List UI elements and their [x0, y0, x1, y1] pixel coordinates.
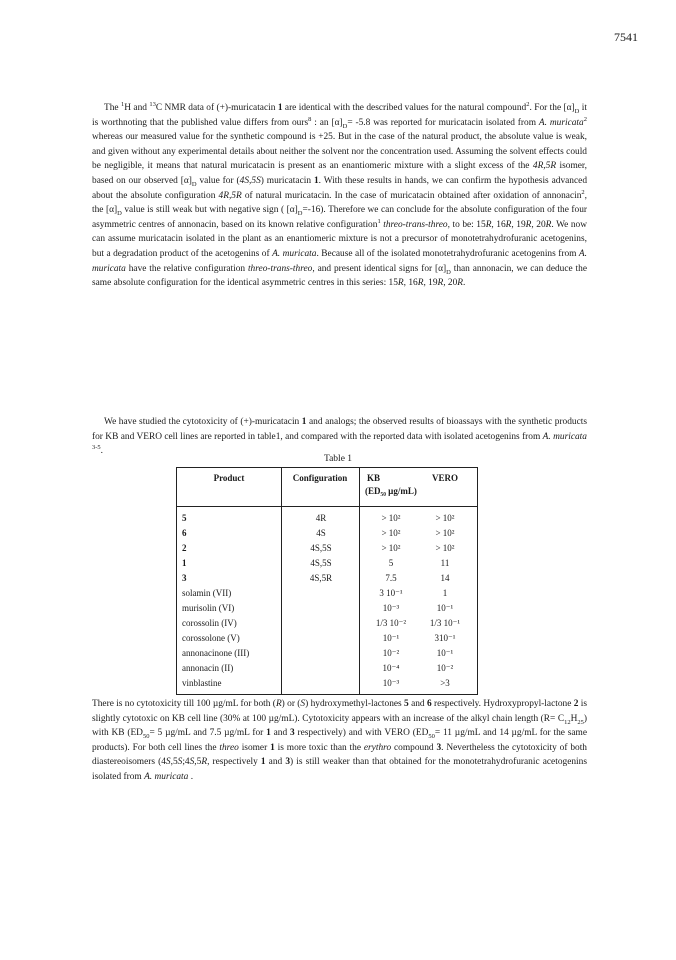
text-run: erythro — [363, 742, 392, 753]
text-run: ,5 — [194, 757, 202, 768]
text-run: is more toxic than the — [274, 742, 364, 753]
text-run: 50 — [142, 733, 150, 741]
text-run: is slightly cytotoxic on KB cell line (30% at 100 µg/mL). Cytotoxicity appears with an increase of the alkyl chain length (R= C — [92, 699, 588, 724]
table-cell-product: 6 — [182, 528, 187, 538]
text-run: 1 — [120, 100, 125, 108]
table-cell-vero: 11 — [440, 558, 450, 568]
table-cell-configuration: 4R — [315, 513, 327, 523]
text-run: value for ( — [196, 175, 240, 186]
table-cell-product: 1 — [182, 558, 187, 568]
text-run: and — [408, 699, 427, 709]
text-run: ;4 — [182, 757, 190, 768]
table-cell-kb: 10⁻² — [382, 648, 400, 658]
text-run: D — [117, 210, 122, 218]
text-run: , and present identical signs for [α] — [312, 263, 447, 274]
text-run: 5 — [404, 699, 409, 709]
text-run: A. muricata — [144, 771, 189, 782]
text-run: A. muricata — [538, 117, 584, 128]
text-run: R — [525, 219, 532, 230]
table-cell-kb: > 10² — [381, 513, 401, 523]
text-run: respectively) and with VERO (ED — [294, 728, 429, 739]
text-run: 13 — [149, 100, 156, 108]
header-configuration: Configuration — [292, 473, 348, 483]
text-run: to be: 15 — [449, 219, 486, 230]
table-cell-kb: 7.5 — [385, 573, 397, 583]
text-run: There is no cytotoxicity till 100 µg/mL for both ( — [92, 699, 276, 709]
table-cell-product: vinblastine — [182, 678, 222, 688]
text-run: value is still weak but with negative sign ( [α] — [121, 205, 298, 216]
text-run: R — [545, 219, 552, 230]
table-cell-vero: > 10² — [435, 543, 455, 553]
text-run: 4R,5R — [218, 190, 242, 201]
text-run: D — [297, 210, 303, 218]
text-run: , 20 — [531, 219, 546, 230]
text-run: H and — [124, 103, 150, 113]
text-run: R — [397, 278, 404, 289]
table-cell-vero: 10⁻² — [436, 663, 454, 673]
table-cell-kb: 1/3 10⁻² — [375, 618, 407, 628]
table-cell-kb: 10⁻³ — [382, 603, 400, 613]
text-run: and — [270, 728, 290, 739]
text-run: 25 — [577, 718, 584, 726]
table-cell-configuration: 4S,5S — [310, 558, 332, 568]
text-run: S — [189, 757, 195, 768]
text-run: 1 — [260, 757, 266, 768]
text-run: it is worthnoting that the published value differs from ours — [92, 103, 587, 128]
text-run: C NMR data of (+)-muricatacin — [155, 103, 278, 113]
text-run: 6 — [426, 699, 432, 709]
text-run: isomer, based on our observed [α] — [92, 161, 587, 186]
text-run: , respectively — [207, 757, 261, 768]
text-run: R — [275, 699, 282, 709]
text-run: 1 — [377, 217, 381, 225]
table-cell-kb: 3 10⁻¹ — [379, 588, 403, 598]
page-number: 7541 — [614, 30, 638, 44]
text-run: 2 — [573, 699, 579, 709]
table-cell-configuration — [283, 602, 359, 615]
text-run: R — [485, 219, 492, 230]
paragraph-nmr-rotation — [92, 101, 587, 291]
text-run: 12 — [564, 718, 571, 726]
table-cell-configuration — [283, 647, 359, 660]
table-cell-product: corossolone (V) — [182, 633, 240, 643]
text-run: S — [165, 757, 171, 768]
text-run: R — [437, 278, 444, 289]
text-run: respectively. Hydroxypropyl-lactone — [431, 699, 574, 709]
text-run: R — [201, 757, 208, 768]
table-cell-vero: 310⁻¹ — [434, 633, 456, 643]
table-caption: Table 1 — [323, 454, 353, 464]
text-run: ) is still weaker than that obtained for the monotetrahydrofuranic acetogenins isolated from — [92, 757, 587, 782]
text-run: D — [191, 180, 197, 188]
text-run: 1 — [277, 103, 283, 113]
text-run: 2 — [581, 188, 585, 196]
text-run: . We now can assume muricatacin isolated in the plant as an enantiomeric mixture is not a precursor of monotetrahydrofuranic acetogenins, but a degradation product of the acetogenins of — [92, 219, 588, 259]
table-cell-vero: 1/3 10⁻¹ — [429, 618, 461, 628]
text-run: threo-trans-threo — [247, 263, 313, 274]
text-run: 1 — [266, 728, 271, 739]
text-run: =-16). Therefore we can conclude for the absolute configuration of the four asymmetric centres of annonacin, based on its known relative configuration — [92, 205, 588, 230]
text-run: 3-5 — [92, 444, 101, 452]
text-run: 1 — [270, 742, 275, 753]
text-run: compound — [391, 742, 437, 753]
text-run: and analogs; the observed results of bioassays with the synthetic products for KB and VERO cell lines are reported in table1, and compared with the reported data with isolated acetogenins from — [92, 417, 587, 442]
text-run: , 19 — [511, 219, 526, 230]
text-run: than annonacin, we can deduce the same absolute configuration for the identical asymmetric centres in this series: 15 — [92, 263, 588, 289]
table-cell-vero: 10⁻¹ — [436, 603, 454, 613]
text-run: and — [265, 757, 286, 768]
table-cell-kb: > 10² — [381, 528, 401, 538]
text-run: , 20 — [443, 278, 458, 289]
table-cell-product: solamin (VII) — [182, 588, 232, 598]
table-cell-product: annonacin (II) — [182, 663, 234, 673]
table-cell-vero: > 10² — [435, 528, 455, 538]
text-run: , the [α] — [92, 190, 587, 216]
text-run: ) muricatacin — [260, 175, 314, 186]
table-cell-configuration: 4S,5R — [309, 573, 333, 583]
text-run: = -5.8 was reported for muricatacin isolated from — [347, 117, 539, 128]
text-run: 3 — [436, 742, 442, 753]
text-run: whereas our measured value for the synthetic compound is +25. But in the case of the natural product, the absolute value is weak, and given without any experimental details about neither the solvent nor the concentration used. Assuming the solvent effects could be negligible, it means that natural muricatacin is present as an enantiomeric mixture with a slight excess of the — [92, 132, 587, 172]
text-run: . — [100, 446, 104, 457]
text-run: threo — [219, 742, 239, 753]
text-run: S — [300, 699, 306, 709]
text-run: 4S,5S — [239, 175, 261, 186]
header-kb: KB — [367, 473, 381, 483]
header-product: Product — [213, 473, 245, 483]
text-run: are identical with the described values for the natural compound — [282, 103, 527, 113]
text-run: 8 — [308, 115, 312, 123]
table-cell-configuration — [283, 662, 359, 675]
text-run: We have studied the cytotoxicity of (+)-muricatacin — [104, 417, 302, 427]
table-cell-vero: > 10² — [435, 513, 455, 523]
text-run: isomer — [238, 742, 271, 753]
table-cell-kb: 5 — [388, 558, 394, 568]
table-cell-kb: 10⁻⁴ — [382, 663, 400, 673]
text-run: = 5 µg/mL and 7.5 µg/mL for — [149, 728, 267, 739]
text-run: R — [505, 219, 512, 230]
text-run: 4R,5R — [532, 161, 557, 172]
text-run: . With these results in hands, we can confirm the hypothesis advanced about the absolute configuration — [92, 175, 588, 201]
table-cell-configuration — [283, 617, 359, 630]
text-run: ,5 — [170, 757, 178, 768]
text-run: = 11 µg/mL and 14 µg/mL for the same products). For both cell lines the — [92, 728, 588, 753]
text-run: . Because all of the isolated monotetrahydrofuranic acetogenins from — [316, 248, 579, 259]
table-cell-vero: >3 — [440, 678, 450, 688]
table-cell-configuration — [283, 587, 359, 600]
text-run: , 19 — [423, 278, 438, 289]
text-run: : an [α] — [311, 117, 343, 128]
text-run: A. muricata — [272, 248, 317, 259]
table-cell-configuration — [283, 632, 359, 645]
text-run: R — [417, 278, 424, 289]
text-run: , 16 — [491, 219, 506, 230]
table-cell-product: corossolin (IV) — [182, 618, 237, 628]
text-run: . Nevertheless the cytotoxicity of both diastereoisomers (4 — [92, 742, 587, 768]
text-run: 2 — [526, 100, 530, 108]
table-cell-product: annonacinone (III) — [182, 648, 250, 658]
text-run: 1 — [313, 175, 319, 186]
header-unit: (ED₅₀ µg/mL) — [365, 486, 417, 496]
table-cell-configuration — [283, 677, 359, 690]
text-run: The — [104, 103, 121, 113]
table-cell-kb: 10⁻³ — [382, 678, 400, 688]
text-run: 2 — [583, 115, 587, 123]
text-run: of natural muricatacin. In the case of muricatacin obtained after oxidation of annonacin — [241, 190, 582, 201]
text-run: threo-trans-threo, — [383, 219, 450, 230]
table-cell-product: 3 — [182, 573, 187, 583]
text-run: 1 — [301, 417, 307, 427]
table-cell-vero: 14 — [440, 573, 450, 583]
text-run: R — [457, 278, 464, 289]
table-cell-product: murisolin (VI) — [182, 603, 235, 613]
text-run: 3 — [285, 757, 290, 768]
text-run: 3 — [289, 728, 295, 739]
text-run: S — [177, 757, 183, 768]
table-cell-configuration: 4S,5S — [310, 543, 332, 553]
cytotoxicity-table — [176, 467, 478, 695]
text-run: , 16 — [403, 278, 418, 289]
table-cell-product: 5 — [182, 513, 187, 523]
table-cell-vero: 1 — [442, 588, 448, 598]
text-run: A. muricata — [92, 248, 587, 274]
text-run: . — [463, 278, 466, 289]
table-cell-configuration: 4S — [316, 528, 326, 538]
text-run: D — [446, 268, 451, 276]
text-run: ) with KB (ED — [92, 713, 587, 739]
header-vero: VERO — [432, 473, 459, 483]
table-cell-kb: 10⁻¹ — [382, 633, 400, 643]
text-run: D — [574, 107, 580, 115]
text-run: have the relative configuration — [125, 263, 248, 274]
table-cell-vero: 10⁻¹ — [436, 648, 454, 658]
table-cell-kb: > 10² — [381, 543, 401, 553]
text-run: . For the [α] — [529, 103, 575, 113]
text-run: ) hydroxymethyl-lactones — [305, 699, 405, 709]
table-cell-product: 2 — [182, 543, 187, 553]
paragraph-cytotoxicity-results — [92, 697, 587, 785]
text-run: . — [188, 771, 194, 782]
text-run: 50 — [428, 733, 435, 741]
text-run: ) or ( — [281, 699, 301, 709]
text-run: A. muricata — [542, 431, 587, 442]
text-run: D — [342, 122, 348, 130]
paragraph-cytotoxicity-intro — [92, 415, 587, 459]
text-run: H — [570, 713, 578, 724]
